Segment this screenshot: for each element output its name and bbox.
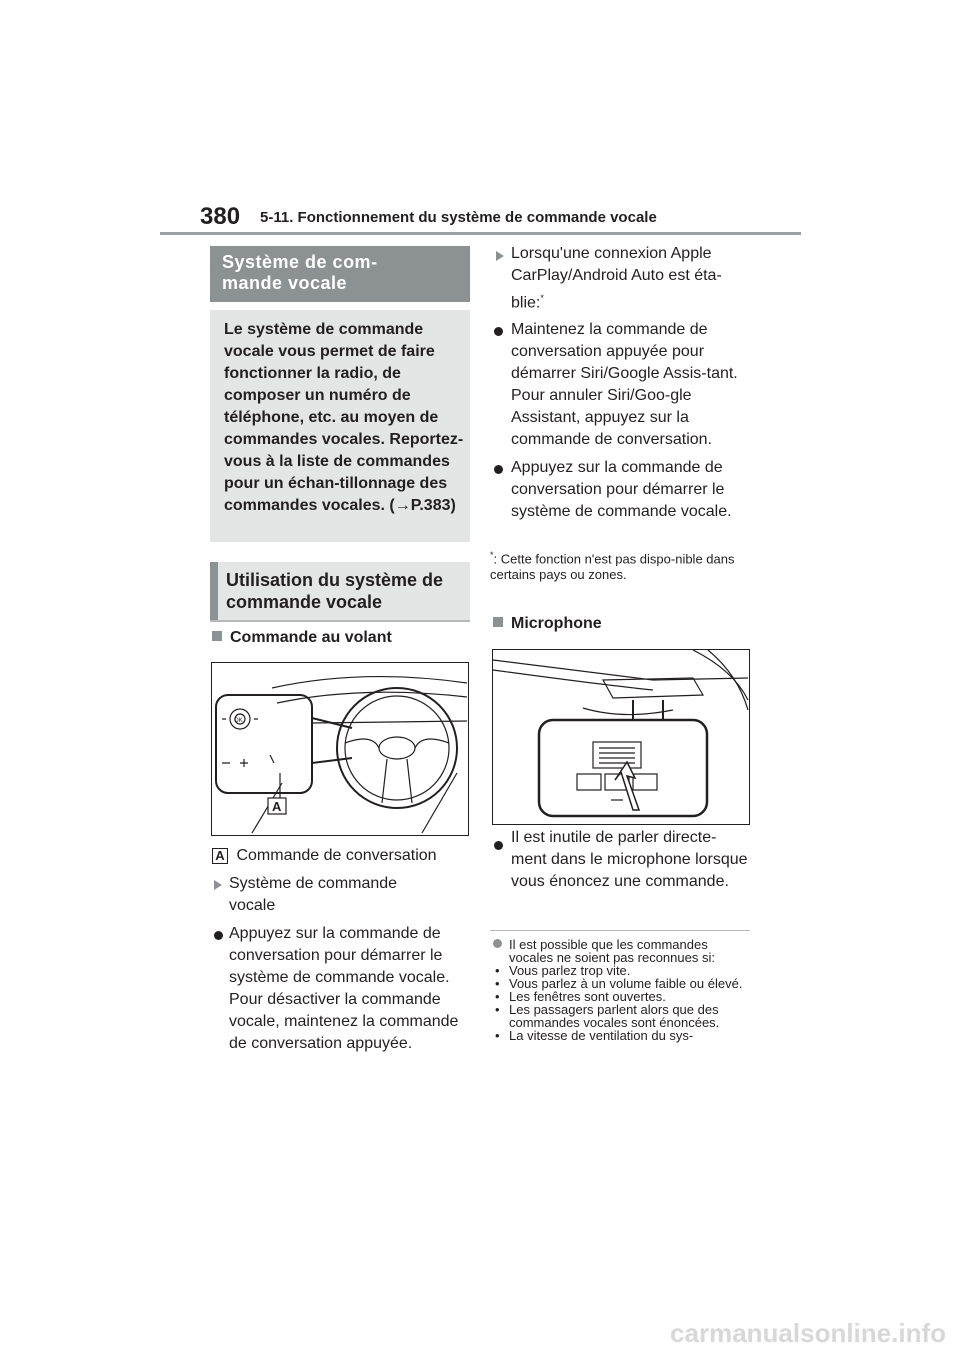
circle-bullet-icon	[494, 465, 503, 474]
section2-title-box	[210, 562, 470, 620]
steering-wheel-illustration	[211, 662, 469, 836]
circle-bullet-icon	[493, 939, 502, 948]
microphone-svg	[493, 650, 749, 824]
hold-item: Maintenez la commande de conversation appuyée pour démarrer Siri/Google Assis-tant. Pour annuler Siri/Goo-gle Assistant, appuyez sur la commande de conversation.	[511, 321, 738, 448]
chapter-title: 5-11. Fonctionnement du système de commande vocale	[260, 209, 657, 226]
note-intro-row	[493, 938, 753, 964]
section2-accent-bar	[210, 562, 218, 620]
section-title: Système de com- mande vocale	[222, 252, 378, 293]
steering-wheel-svg	[212, 663, 468, 835]
legend-badge: A	[212, 848, 228, 864]
footnote: *: Cette fonction n'est pas dispo-nible dans certains pays ou zones.	[490, 550, 735, 583]
note-bullet: • Les fenêtres sont ouvertes.	[495, 989, 666, 1004]
square-bullet-icon	[212, 631, 222, 641]
legend-row	[212, 845, 437, 867]
section-title-box	[210, 246, 470, 302]
microphone-heading: Microphone	[493, 615, 602, 633]
section2-divider	[210, 620, 470, 622]
notes-divider	[490, 930, 750, 931]
figure-callout-label: A	[272, 799, 282, 814]
legend-text: Commande de conversation	[236, 847, 437, 864]
triangle-bullet-icon	[214, 880, 222, 890]
microphone-illustration	[492, 649, 750, 825]
steering-heading: Commande au volant	[212, 629, 392, 647]
note-intro: Il est possible que les commandes vocales ne soient pas reconnues si:	[509, 937, 715, 965]
header-divider	[160, 232, 801, 235]
press-item-right: Appuyez sur la commande de conversation pour démarrer le système de commande vocale.	[511, 459, 732, 520]
note-bullet: • La vitesse de ventilation du sys-	[495, 1028, 694, 1043]
carplay-asterisk: *	[540, 293, 544, 303]
note-bullet: • Les passagers parlent alors que des commandes vocales sont énoncées.	[495, 1002, 720, 1030]
watermark[interactable]: carmanualsonline.info	[670, 1318, 946, 1348]
circle-bullet-icon	[494, 327, 503, 336]
arrow-icon	[615, 762, 639, 810]
mic-item: Il est inutile de parler directe-ment dans le microphone lorsque vous énoncez une commande.	[511, 829, 748, 890]
press-item-left: Appuyez sur la commande de conversation pour démarrer le système de commande vocale. Pour désactiver la commande vocale, maintenez la commande de conversation appuyée.	[229, 925, 459, 1052]
section2-title: Utilisation du système de commande vocale	[226, 570, 444, 612]
note-bullet: • Vous parlez trop vite.	[495, 963, 631, 978]
system-item: Système de commande vocale	[229, 875, 398, 914]
svg-text:OK: OK	[234, 718, 243, 724]
page-number: 380	[200, 203, 241, 230]
note-bullet: • Vous parlez à un volume faible ou élevé.	[495, 976, 743, 991]
recognition-notes	[493, 938, 753, 1042]
carplay-item: Lorsqu'une connexion Apple CarPlay/Android Auto est éta-blie:*	[511, 245, 722, 312]
triangle-bullet-icon	[496, 251, 504, 261]
circle-bullet-icon	[494, 841, 503, 850]
square-bullet-icon	[493, 617, 503, 627]
circle-bullet-icon	[214, 931, 223, 940]
intro-box	[210, 310, 470, 542]
intro-text: Le système de commande vocale vous permet de faire fonctionner la radio, de composer un numéro de téléphone, etc. au moyen de commandes vocales. Reportez-vous à la liste de commandes pour un échan-tillonnage des commandes vocales. (→P.383)	[224, 321, 464, 514]
